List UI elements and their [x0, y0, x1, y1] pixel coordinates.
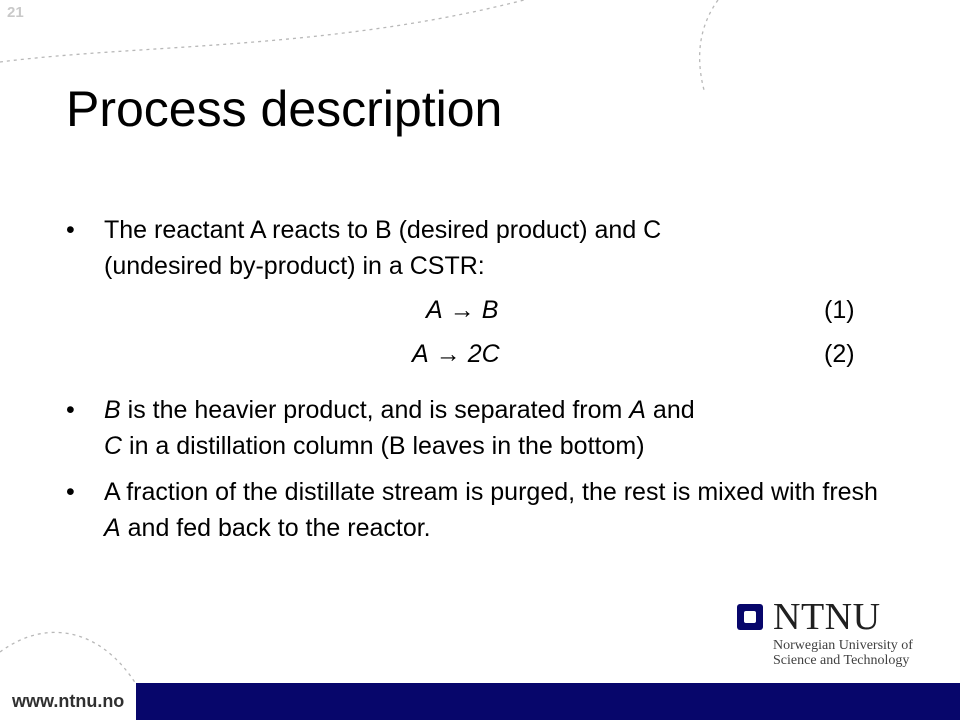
arrow-right-icon: → [449, 296, 475, 324]
bullet-text-line: The reactant A reacts to B (desired product) and C [104, 216, 662, 244]
bullet-dot-icon: • [66, 216, 75, 244]
equation-number: (1) [824, 296, 855, 324]
equation-expression [412, 336, 500, 372]
logo-subtitle-line: Science and Technology [773, 653, 910, 668]
bullet-text: A fraction of the distillate stream is purged, the rest is mixed with fresh [104, 478, 878, 506]
bullet-text: is the heavier product, and is separated from [120, 396, 630, 424]
logo-subtitle-line: Norwegian University of [773, 638, 913, 653]
ntnu-logo-mark-icon [737, 604, 763, 630]
equation-expression [426, 292, 498, 328]
equation-rhs: B [481, 296, 499, 324]
bullet-text: in a distillation column (B leaves in the bottom) [122, 432, 645, 460]
logo-subtitle [773, 638, 913, 668]
variable-a: A [104, 514, 121, 542]
slide-title: Process description [66, 81, 503, 137]
bullet-reaction-description [60, 212, 880, 284]
bullet-list [60, 212, 880, 546]
equation-number: (2) [824, 340, 855, 368]
bullet-dot-icon: • [66, 478, 75, 506]
equation-lhs: A [426, 296, 443, 324]
arrow-right-icon: → [435, 340, 461, 368]
equation-row-1 [60, 292, 880, 336]
bullet-dot-icon: • [66, 396, 75, 424]
variable-b: B [104, 396, 121, 424]
ntnu-logo [737, 598, 947, 668]
equation-row-2 [60, 336, 880, 380]
bullet-text: and [645, 396, 695, 424]
footer-url: www.ntnu.no [0, 683, 136, 720]
footer-bar [0, 683, 960, 720]
bullet-recycle [60, 474, 880, 546]
bullet-text: and fed back to the reactor. [120, 514, 431, 542]
slide-number: 21 [7, 4, 24, 21]
variable-c: C [104, 432, 123, 460]
logo-wordmark: NTNU [773, 596, 881, 638]
variable-a: A [629, 396, 646, 424]
equation-lhs: A [412, 340, 429, 368]
bullet-separation [60, 392, 880, 464]
bullet-text-line: (undesired by-product) in a CSTR: [104, 252, 485, 280]
equation-rhs: 2C [467, 340, 500, 368]
